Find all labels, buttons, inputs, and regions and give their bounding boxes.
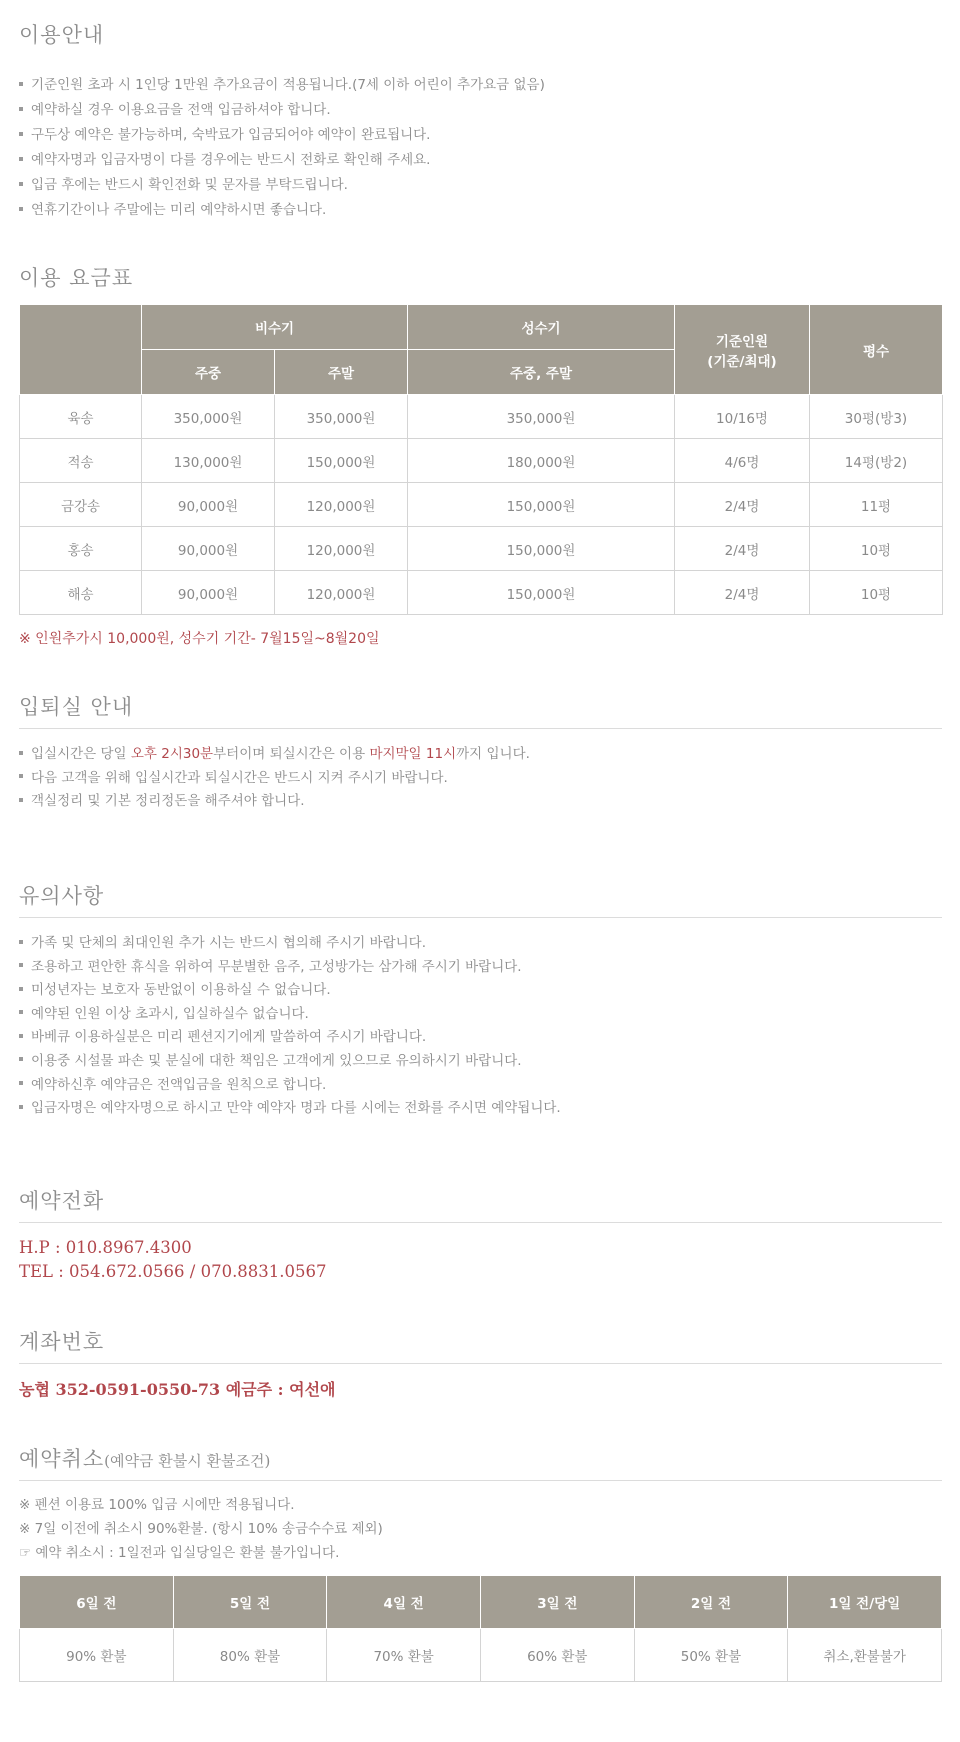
header-weekend: 주말: [275, 350, 408, 395]
capacity: 2/4명: [675, 483, 810, 527]
table-header-row: [20, 1576, 942, 1629]
table-row: [20, 395, 943, 439]
capacity: 2/4명: [675, 571, 810, 615]
table-row: [20, 527, 943, 571]
off-weekend-price: 350,000원: [275, 395, 408, 439]
bullet-icon: [19, 157, 23, 161]
table-row: [20, 571, 943, 615]
checkout-time: 마지막일 11시: [369, 746, 457, 762]
refund-value: 80% 환불: [173, 1629, 327, 1682]
refund-header: 2일 전: [634, 1576, 788, 1629]
peak-price: 150,000원: [408, 527, 675, 571]
cancel-subtitle: (예약금 환불시 환불조건): [104, 1452, 271, 1470]
list-item: 조용하고 편안한 휴식을 위하여 무분별한 음주, 고성방가는 삼가해 주시기 바랍니다.: [19, 956, 561, 980]
header-off-season: 비수기: [142, 305, 408, 350]
phone-title: 예약전화: [19, 1189, 105, 1213]
list-item: 가족 및 단체의 최대인원 추가 시는 반드시 협의해 주시기 바랍니다.: [19, 932, 561, 956]
peak-price: 350,000원: [408, 395, 675, 439]
bullet-icon: [19, 182, 23, 186]
bullet-icon: [19, 1105, 23, 1109]
bullet-icon: [19, 1034, 23, 1038]
peak-price: 150,000원: [408, 571, 675, 615]
rates-note: ※ 인원추가시 10,000원, 성수기 기간- 7월15일~8월20일: [19, 631, 380, 647]
checkin-time: 오후 2시30분: [130, 746, 214, 762]
list-item: 다음 고객을 위해 입실시간과 퇴실시간은 반드시 지켜 주시기 바랍니다.: [19, 767, 530, 791]
list-item: 예약된 인원 이상 초과시, 입실하실수 없습니다.: [19, 1003, 561, 1027]
refund-value: 50% 환불: [634, 1629, 788, 1682]
area: 14평(방2): [810, 439, 943, 483]
bullet-icon: [19, 1081, 23, 1085]
off-weekend-price: 150,000원: [275, 439, 408, 483]
cancel-title: 예약취소(예약금 환불시 환불조건): [19, 1447, 271, 1471]
table-row: [20, 439, 943, 483]
header-area: 평수: [810, 305, 943, 395]
table-row: [20, 1629, 942, 1682]
cancel-note: ☞ 예약 취소시 : 1일전과 입실당일은 환불 불가입니다.: [19, 1545, 340, 1561]
bullet-icon: [19, 1057, 23, 1061]
refund-header: 6일 전: [20, 1576, 174, 1629]
list-item: 바베큐 이용하실분은 미리 펜션지기에게 말씀하여 주시기 바랍니다.: [19, 1026, 561, 1050]
refund-value: 90% 환불: [20, 1629, 174, 1682]
list-item: 예약자명과 입금자명이 다를 경우에는 반드시 전화로 확인해 주세요.: [19, 148, 545, 173]
bullet-icon: [19, 207, 23, 211]
refund-value: 60% 환불: [480, 1629, 634, 1682]
divider: [19, 1363, 942, 1364]
checkin-title: 입퇴실 안내: [19, 695, 134, 719]
bullet-icon: [19, 963, 23, 967]
bullet-icon: [19, 132, 23, 136]
capacity: 2/4명: [675, 527, 810, 571]
usage-list: [19, 73, 545, 223]
bullet-icon: [19, 1010, 23, 1014]
list-item: 입금 후에는 반드시 확인전화 및 문자를 부탁드립니다.: [19, 173, 545, 198]
peak-price: 180,000원: [408, 439, 675, 483]
bullet-icon: [19, 107, 23, 111]
tel-number[interactable]: TEL : 054.672.0566 / 070.8831.0567: [19, 1262, 327, 1281]
list-item: 예약하신후 예약금은 전액입금을 원칙으로 합니다.: [19, 1074, 561, 1098]
caution-list: [19, 932, 561, 1121]
divider: [19, 917, 942, 918]
room-name: 금강송: [20, 483, 142, 527]
caution-title: 유의사항: [19, 884, 105, 908]
bullet-icon: [19, 82, 23, 86]
cancel-note: ※ 7일 이전에 취소시 90%환불. (항시 10% 송금수수료 제외): [19, 1521, 383, 1537]
header-weekday-weekend: 주중, 주말: [408, 350, 675, 395]
rates-title: 이용 요금표: [19, 266, 134, 290]
header-peak-season: 성수기: [408, 305, 675, 350]
area: 11평: [810, 483, 943, 527]
checkin-list: [19, 743, 530, 814]
room-name: 적송: [20, 439, 142, 483]
refund-value: 취소,환불불가: [788, 1629, 942, 1682]
list-item: 입실시간은 당일 오후 2시30분부터이며 퇴실시간은 이용 마지막일 11시까지 입니다.: [19, 743, 530, 767]
room-name: 홍송: [20, 527, 142, 571]
list-item: 이용중 시설물 파손 및 분실에 대한 책임은 고객에게 있으므로 유의하시기 바랍니다.: [19, 1050, 561, 1074]
peak-price: 150,000원: [408, 483, 675, 527]
refund-header: 4일 전: [327, 1576, 481, 1629]
divider: [19, 728, 942, 729]
phone-numbers: [19, 1236, 327, 1284]
off-weekday-price: 90,000원: [142, 483, 275, 527]
off-weekend-price: 120,000원: [275, 483, 408, 527]
area: 30평(방3): [810, 395, 943, 439]
off-weekday-price: 350,000원: [142, 395, 275, 439]
divider: [19, 1480, 942, 1481]
bullet-icon: [19, 774, 23, 778]
refund-table: [19, 1575, 942, 1682]
capacity: 10/16명: [675, 395, 810, 439]
list-item: 연휴기간이나 주말에는 미리 예약하시면 좋습니다.: [19, 198, 545, 223]
capacity: 4/6명: [675, 439, 810, 483]
area: 10평: [810, 571, 943, 615]
room-name: 해송: [20, 571, 142, 615]
off-weekday-price: 90,000원: [142, 527, 275, 571]
list-item: 미성년자는 보호자 동반없이 이용하실 수 없습니다.: [19, 979, 561, 1003]
hp-number[interactable]: H.P : 010.8967.4300: [19, 1238, 192, 1257]
cancel-notes: [19, 1493, 383, 1565]
bullet-icon: [19, 751, 23, 755]
rate-table: [19, 304, 943, 615]
account-info: 농협 352-0591-0550-73 예금주 : 여선애: [19, 1380, 336, 1399]
table-row: [20, 483, 943, 527]
table-header-row: [20, 305, 943, 350]
bullet-icon: [19, 798, 23, 802]
cancel-note: ※ 펜션 이용료 100% 입금 시에만 적용됩니다.: [19, 1497, 295, 1513]
account-title: 계좌번호: [19, 1330, 105, 1354]
bullet-icon: [19, 987, 23, 991]
list-item: 객실정리 및 기본 정리정돈을 해주셔야 합니다.: [19, 790, 530, 814]
list-item: 구두상 예약은 불가능하며, 숙박료가 입금되어야 예약이 완료됩니다.: [19, 123, 545, 148]
header-room: [20, 305, 142, 395]
refund-value: 70% 환불: [327, 1629, 481, 1682]
header-capacity: 기준인원 (기준/최대): [675, 305, 810, 395]
header-weekday: 주중: [142, 350, 275, 395]
divider: [19, 1222, 942, 1223]
room-name: 육송: [20, 395, 142, 439]
off-weekend-price: 120,000원: [275, 571, 408, 615]
list-item: 기준인원 초과 시 1인당 1만원 추가요금이 적용됩니다.(7세 이하 어린이 추가요금 없음): [19, 73, 545, 98]
bullet-icon: [19, 940, 23, 944]
list-item: 입금자명은 예약자명으로 하시고 만약 예약자 명과 다를 시에는 전화를 주시면 예약됩니다.: [19, 1097, 561, 1121]
off-weekday-price: 130,000원: [142, 439, 275, 483]
list-item: 예약하실 경우 이용요금을 전액 입금하셔야 합니다.: [19, 98, 545, 123]
off-weekday-price: 90,000원: [142, 571, 275, 615]
refund-header: 1일 전/당일: [788, 1576, 942, 1629]
off-weekend-price: 120,000원: [275, 527, 408, 571]
refund-header: 5일 전: [173, 1576, 327, 1629]
usage-title: 이용안내: [19, 23, 105, 47]
refund-header: 3일 전: [480, 1576, 634, 1629]
area: 10평: [810, 527, 943, 571]
